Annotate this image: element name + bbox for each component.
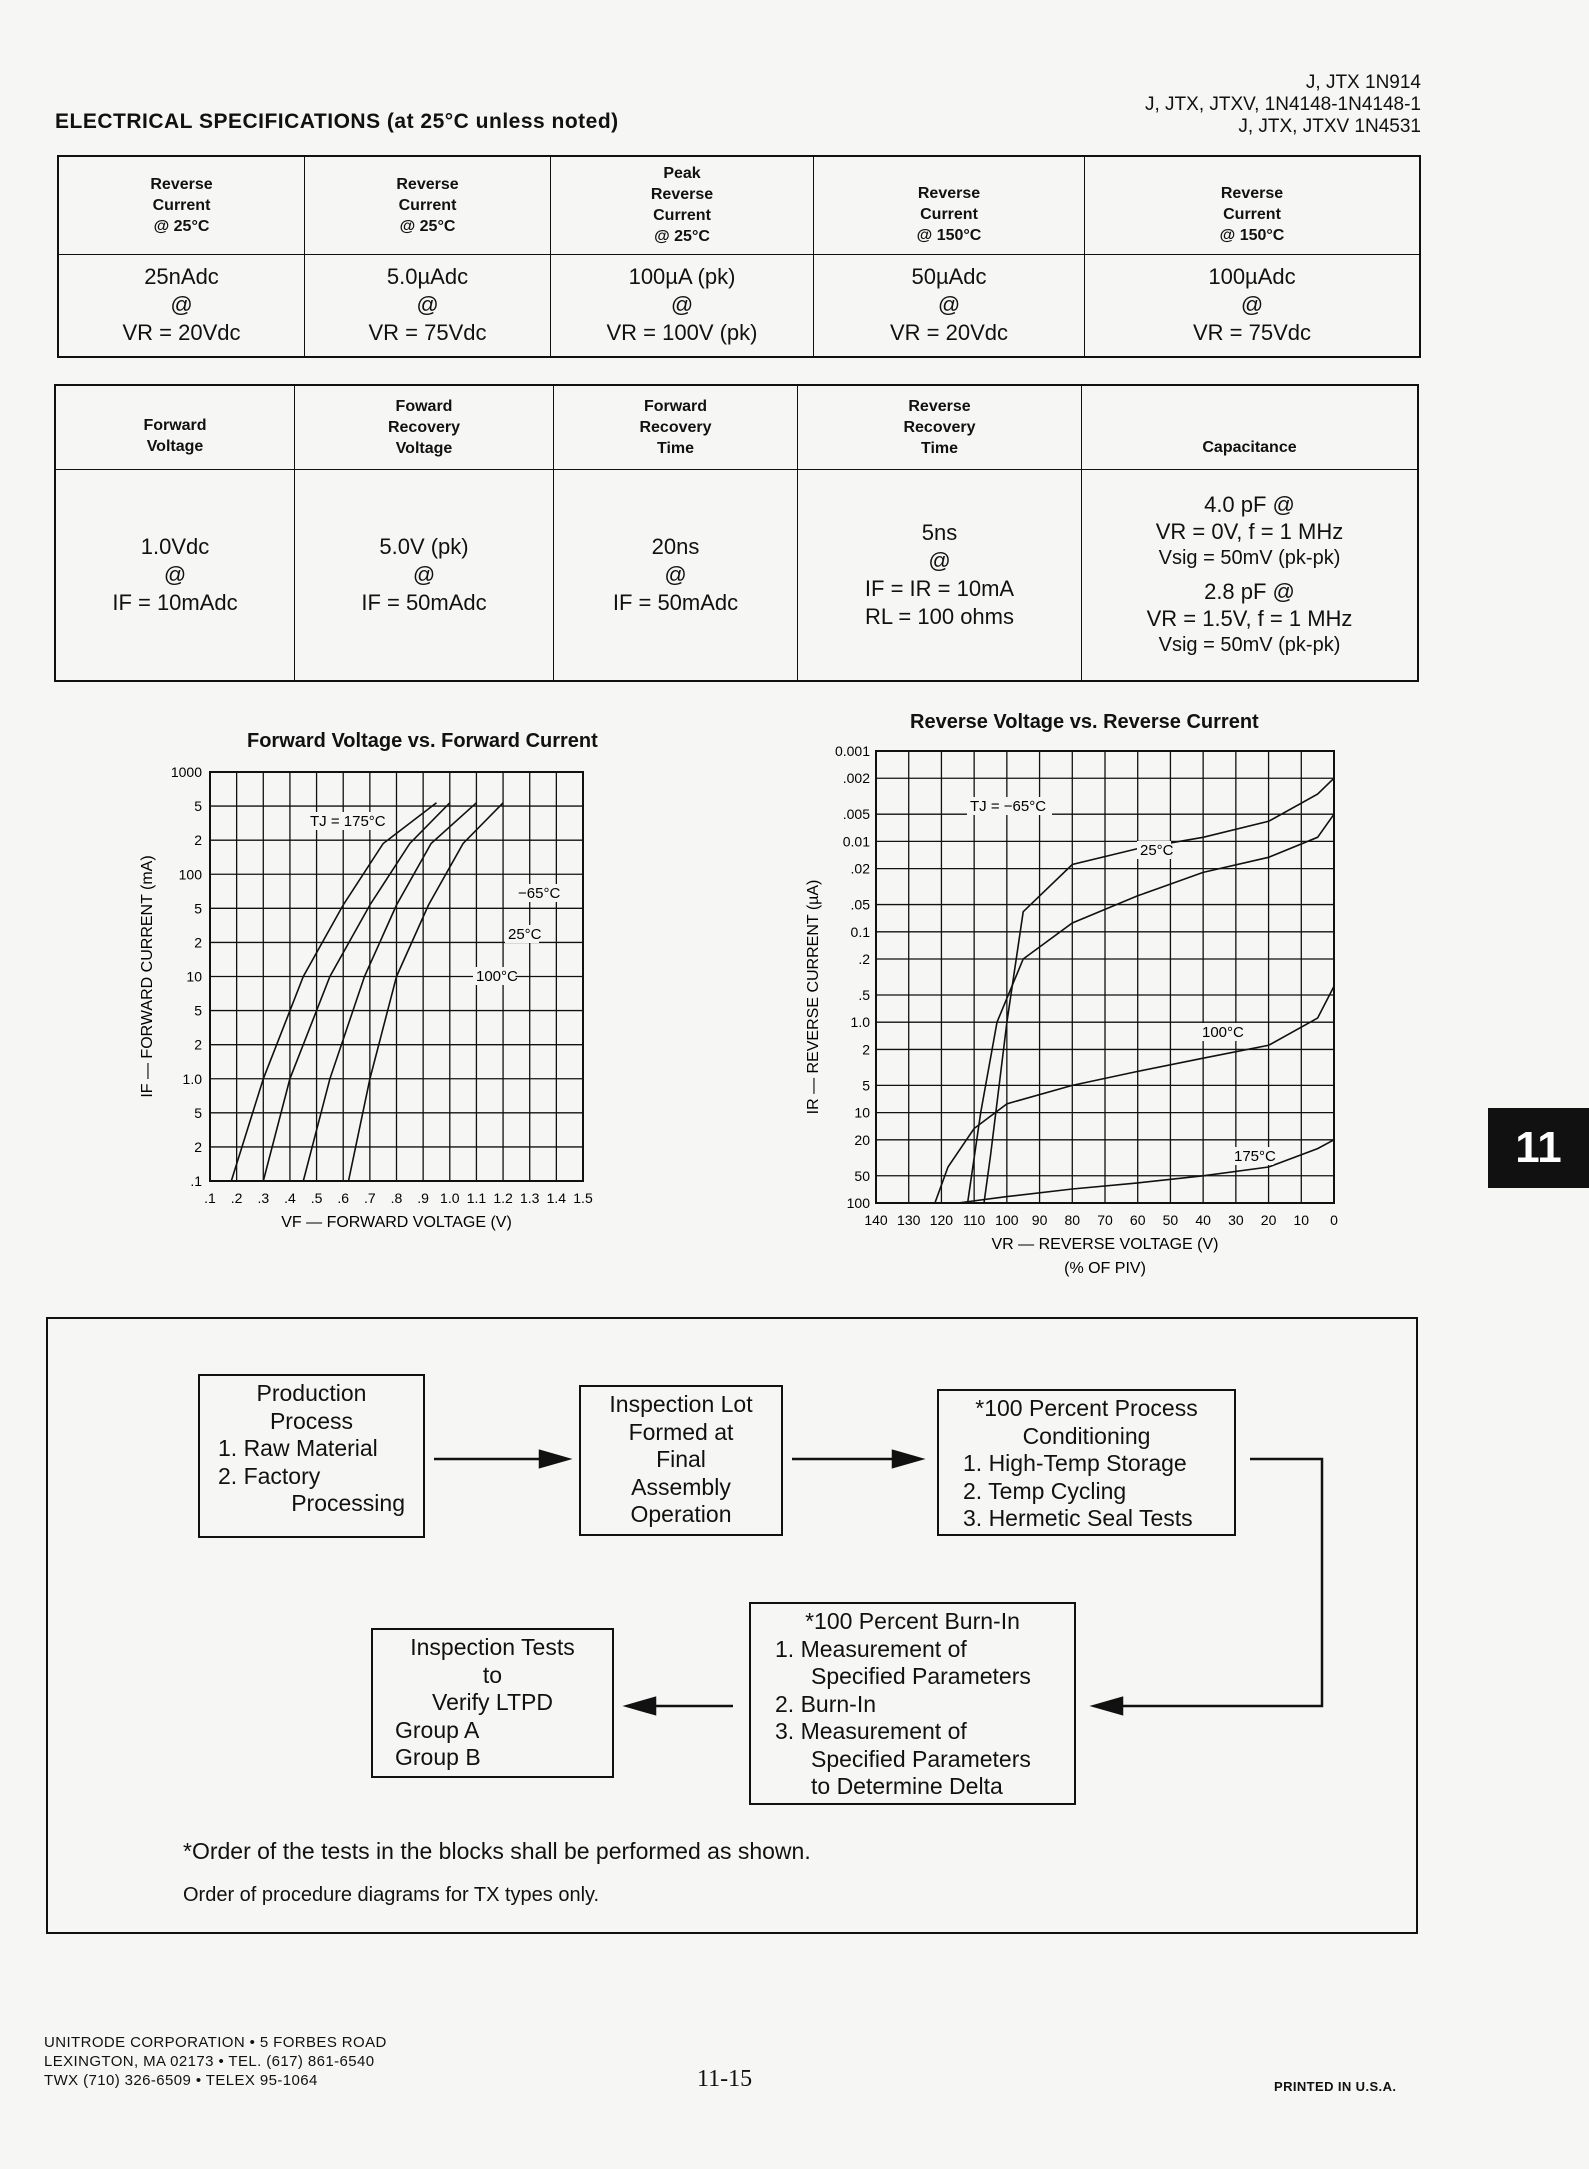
y-tick-label: .02 (850, 860, 870, 877)
page-number: 11-15 (697, 2066, 753, 2092)
part-line: J, JTX, JTXV 1N4531 (1238, 116, 1421, 137)
x-tick-label: .9 (417, 1190, 429, 1206)
arrow-icon (893, 1451, 921, 1467)
table-value-cell: 5.0µAdc @ VR = 75Vdc (305, 254, 551, 357)
y-tick-label: 2 (194, 1036, 202, 1053)
x-tick-label: .7 (364, 1190, 376, 1206)
y-tick-label: 1.0 (850, 1014, 870, 1031)
section-tab: 11 (1488, 1108, 1589, 1188)
y-tick-label: 5 (194, 1002, 202, 1019)
table-value-cell: 100µAdc @ VR = 75Vdc (1085, 254, 1421, 357)
table-header-cell: Forward Voltage (55, 385, 295, 469)
x-tick-label: 1.0 (440, 1190, 460, 1206)
series-label: −65°C (518, 885, 561, 902)
arrow-icon (627, 1698, 655, 1714)
flow-box-inspection-lot: Inspection Lot Formed at Final Assembly Operation (579, 1385, 783, 1536)
y-tick-label: 20 (854, 1131, 870, 1148)
x-tick-label: 1.2 (493, 1190, 513, 1206)
x-tick-label: 110 (962, 1212, 986, 1228)
y-tick-label: 5 (194, 900, 202, 917)
x-tick-label: 140 (864, 1212, 888, 1228)
arrow-icon (1094, 1698, 1122, 1714)
table-header-cell: Reverse Current @ 150°C (1085, 156, 1421, 254)
x-tick-label: .5 (310, 1190, 323, 1206)
flow-box-burn-in: *100 Percent Burn-In 1. Measurement of Specified Parameters 2. Burn-In 3. Measurement of Specified Parameters to Determine Delta (749, 1602, 1076, 1805)
chart-title: Forward Voltage vs. Forward Current (247, 730, 598, 752)
y-tick-label: 2 (862, 1041, 870, 1058)
x-tick-label: 100 (995, 1212, 1019, 1228)
series-label: TJ = 175°C (310, 813, 386, 830)
table-value-cell: 1.0Vdc @ IF = 10mAdc (55, 469, 295, 681)
series-label: 25°C (508, 926, 542, 943)
x-tick-label: 50 (1162, 1212, 1179, 1228)
series-label: 25°C (1140, 842, 1174, 859)
flow-box-process-conditioning: *100 Percent Process Conditioning 1. High-Temp Storage 2. Temp Cycling 3. Hermetic Seal Tests (937, 1389, 1236, 1536)
series-label: 100°C (476, 968, 518, 985)
y-tick-label: 2 (194, 934, 202, 951)
table-header-cell: Reverse Current @ 150°C (814, 156, 1085, 254)
y-tick-label: 5 (194, 1104, 202, 1121)
x-tick-label: 130 (897, 1212, 921, 1228)
table-value-cell: 100µA (pk) @ VR = 100V (pk) (551, 254, 814, 357)
x-tick-label: 90 (1031, 1212, 1048, 1228)
y-axis-label: IF — FORWARD CURRENT (mA) (139, 855, 156, 1098)
x-tick-label: 30 (1228, 1212, 1244, 1228)
table-value-cell: 5ns @ IF = IR = 10mA RL = 100 ohms (798, 469, 1082, 681)
series-label: TJ = −65°C (970, 798, 1047, 815)
x-tick-label: .1 (204, 1190, 216, 1206)
y-tick-label: 50 (854, 1167, 870, 1184)
table-value-cell: 50µAdc @ VR = 20Vdc (814, 254, 1085, 357)
table-header-cell: Reverse Recovery Time (798, 385, 1082, 469)
y-tick-label: 100 (178, 866, 202, 883)
y-tick-label: .1 (190, 1173, 202, 1189)
table-value-cell: 25nAdc @ VR = 20Vdc (58, 254, 305, 357)
series-label: 100°C (1202, 1024, 1244, 1041)
x-tick-label: 0 (1330, 1212, 1338, 1228)
table-value-cell: 5.0V (pk) @ IF = 50mAdc (295, 469, 554, 681)
table-header-cell: Peak Reverse Current @ 25°C (551, 156, 814, 254)
company-address: UNITRODE CORPORATION • 5 FORBES ROAD LEXINGTON, MA 02173 • TEL. (617) 861-6540 TWX (710) 326-6509 • TELEX 95-1064 (44, 2034, 387, 2089)
y-tick-label: .5 (858, 986, 870, 1003)
y-tick-label: 5 (194, 798, 202, 815)
table-header-cell: Reverse Current @ 25°C (58, 156, 305, 254)
y-tick-label: .002 (842, 770, 870, 787)
x-tick-label: 10 (1293, 1212, 1310, 1228)
y-tick-label: 5 (862, 1077, 870, 1094)
arrow-icon (540, 1451, 568, 1467)
y-tick-label: .05 (850, 896, 870, 913)
table-value-cell: 20ns @ IF = 50mAdc (554, 469, 798, 681)
x-tick-label: 1.5 (573, 1190, 593, 1206)
x-tick-label: .2 (230, 1190, 243, 1206)
y-tick-label: 1.0 (182, 1070, 202, 1087)
y-tick-label: 0.01 (842, 833, 870, 850)
x-tick-label: 1.3 (519, 1190, 540, 1206)
y-tick-label: 10 (186, 968, 202, 985)
x-axis-label-secondary: (% OF PIV) (1064, 1260, 1146, 1277)
y-tick-label: 2 (194, 1138, 202, 1155)
y-tick-label: 1000 (170, 764, 202, 780)
x-tick-label: 120 (929, 1212, 954, 1228)
table-header-cell: Foward Recovery Voltage (295, 385, 554, 469)
flow-box-inspection-tests: Inspection Tests to Verify LTPD Group A Group B (371, 1628, 614, 1778)
y-tick-label: 2 (194, 832, 202, 849)
x-tick-label: .3 (257, 1190, 270, 1206)
series-label: 175°C (1234, 1148, 1276, 1165)
x-tick-label: .6 (337, 1190, 350, 1206)
x-tick-label: 1.4 (546, 1190, 567, 1206)
y-tick-label: .005 (842, 806, 870, 823)
table-value-cell: 4.0 pF @ VR = 0V, f = 1 MHz Vsig = 50mV (pk-pk) 2.8 pF @ VR = 1.5V, f = 1 MHz Vsig = 50mV (pk-pk) (1082, 469, 1419, 681)
x-tick-label: 40 (1195, 1212, 1211, 1228)
y-tick-label: 0.001 (834, 743, 870, 759)
flow-note: Order of procedure diagrams for TX types only. (183, 1884, 600, 1906)
y-tick-label: .2 (858, 951, 870, 968)
table-header-cell: Reverse Current @ 25°C (305, 156, 551, 254)
chart-title: Reverse Voltage vs. Reverse Current (910, 711, 1259, 733)
x-tick-label: 70 (1097, 1212, 1113, 1228)
flow-box-production: Production Process 1. Raw Material 2. Factory Processing (198, 1374, 425, 1538)
flow-note: *Order of the tests in the blocks shall be performed as shown. (183, 1838, 811, 1864)
y-tick-label: 10 (854, 1104, 870, 1121)
printed-note: PRINTED IN U.S.A. (1274, 2079, 1397, 2094)
x-tick-label: 80 (1064, 1212, 1081, 1228)
x-axis-label: VR — REVERSE VOLTAGE (V) (991, 1236, 1219, 1253)
y-tick-label: 0.1 (850, 923, 870, 940)
x-tick-label: .8 (390, 1190, 403, 1206)
part-line: J, JTX, JTXV, 1N4148-1N4148-1 (1145, 94, 1421, 115)
page-title: ELECTRICAL SPECIFICATIONS (at 25°C unless noted) (55, 110, 619, 133)
x-tick-label: 20 (1260, 1212, 1277, 1228)
table-header-cell: Forward Recovery Time (554, 385, 798, 469)
part-line: J, JTX 1N914 (1305, 72, 1421, 93)
x-tick-label: 60 (1129, 1212, 1146, 1228)
x-axis-label: VF — FORWARD VOLTAGE (V) (281, 1214, 512, 1231)
x-tick-label: 1.1 (466, 1190, 487, 1206)
y-tick-label: 100 (846, 1195, 870, 1211)
table-header-cell: Capacitance (1082, 385, 1419, 469)
y-axis-label: IR — REVERSE CURRENT (µA) (805, 879, 822, 1115)
x-tick-label: .4 (284, 1190, 296, 1206)
